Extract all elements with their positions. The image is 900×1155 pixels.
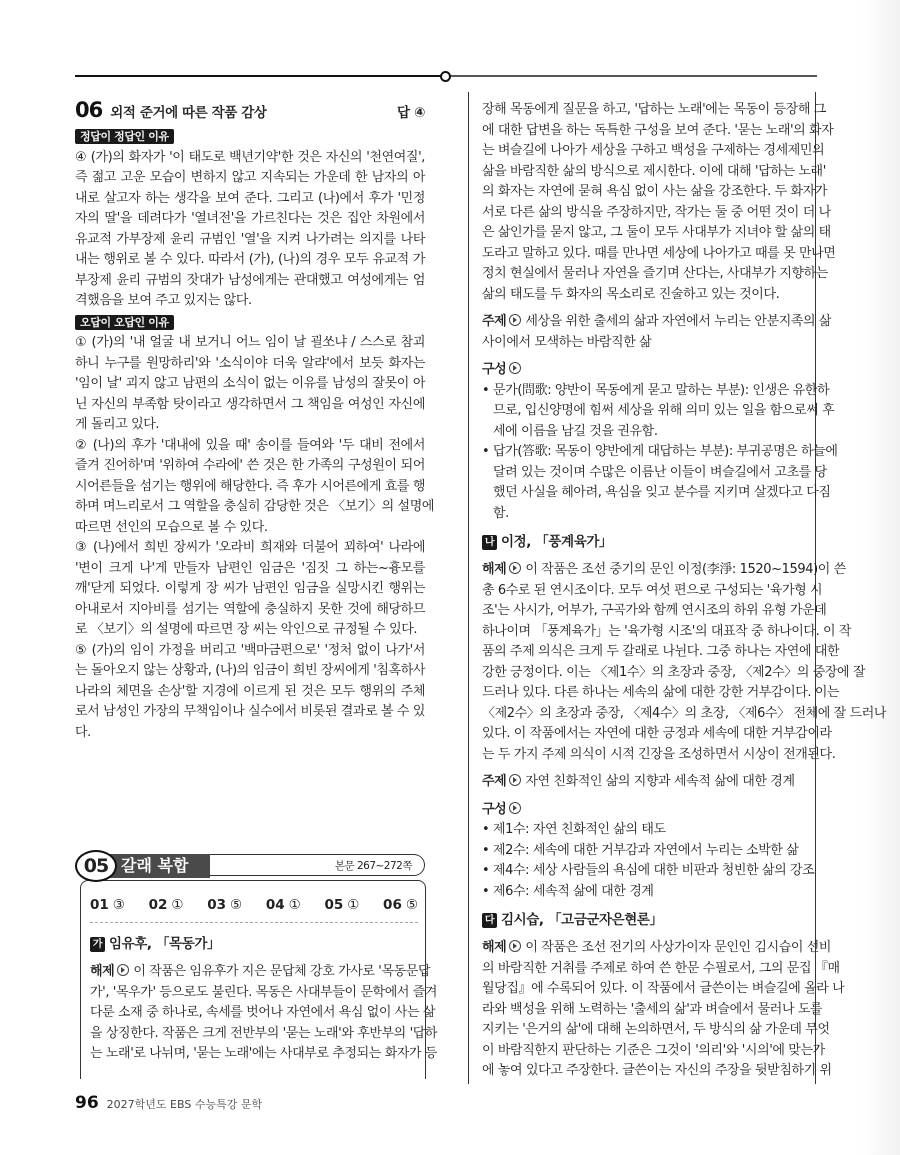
text-line — [482, 683, 840, 704]
line-text: 라와 백성을 위해 노력하는 '출세의 삶'과 벼슬에서 물러나 도를 — [482, 1001, 823, 1017]
header-rule — [75, 75, 445, 77]
line-text: 부장제 윤리 규범의 잣대가 남성에게는 관대했고 여성에게는 엄 — [75, 272, 425, 288]
text-line — [482, 601, 827, 622]
line-text: 내로 살고자 하는 생각을 보여 준다. 그리고 (나)에서 후가 '민정 — [75, 190, 425, 206]
work-na-haeje — [482, 560, 887, 765]
answer-choice: ① — [288, 897, 301, 913]
text-line — [75, 209, 425, 230]
text-line — [482, 959, 840, 980]
text-line — [482, 285, 805, 306]
text-line — [75, 148, 425, 169]
wrong-reason-paragraph — [75, 436, 435, 539]
line-text: • 문가(問歌: 양반이 목동에게 묻고 말하는 부분): 인생은 유한하 — [482, 382, 830, 398]
text-line — [482, 312, 832, 333]
line-text: 자연 친화적인 삶의 지향과 세속적 삶에 대한 경계 — [525, 774, 795, 789]
text-line — [482, 1041, 825, 1062]
page-edge-shadow — [860, 0, 900, 1155]
work-na-juje — [482, 772, 805, 793]
question-number: 06 — [75, 98, 103, 122]
question-title: 외적 준거에 따른 작품 감상 — [110, 105, 267, 121]
text-line — [75, 436, 425, 457]
guseong-item — [482, 442, 838, 524]
wrong-reason-paragraph — [75, 641, 425, 744]
text-line — [75, 395, 425, 416]
text-line — [482, 182, 828, 203]
line-text: 에 대한 답변을 하는 독특한 구성을 보여 준다. '묻는 노래'의 화자 — [482, 122, 834, 138]
work-ga-heading — [90, 933, 418, 955]
answer-question: 04 — [265, 897, 285, 913]
answer-question: 03 — [207, 897, 227, 913]
answer-key — [90, 897, 418, 913]
line-text: 로서 남성인 가장의 무책임이나 실수에서 비롯된 결과로 볼 수 있 — [75, 704, 425, 719]
answer-choice: ① — [171, 897, 184, 913]
line-text: 닌 자신의 부족함 탓이라고 생각하면서 그 책임을 여성인 자신에 — [75, 396, 425, 412]
text-line — [482, 504, 805, 525]
text-line — [90, 1024, 438, 1045]
line-text: 이 작품은 임유후가 지은 문답체 강호 가사로 '목동문답 — [133, 964, 431, 979]
text-line — [482, 772, 805, 793]
text-line — [482, 622, 852, 643]
line-text: ④ (가)의 화자가 '이 태도로 백년기약'한 것은 자신의 '천연여질', — [75, 149, 425, 165]
answer-choice: ⑤ — [230, 897, 243, 913]
work-title: 임유후, 「목동가」 — [109, 936, 221, 952]
line-text: 삶을 바람직한 삶의 방식으로 제시한다. 이에 대해 '답하는 노래' — [482, 163, 826, 179]
text-line — [75, 271, 425, 292]
unit-number: 05 — [75, 850, 117, 882]
line-text: 이 작품은 조선 전기의 사상가이자 문인인 김시습이 선비 — [525, 940, 832, 955]
arrow-circle-icon — [117, 964, 129, 976]
left-column — [75, 98, 435, 743]
section-label: 주제 — [482, 314, 507, 329]
page-number: 96 — [75, 1093, 99, 1113]
text-line — [482, 560, 846, 581]
header-rule-dot — [440, 71, 451, 82]
text-line — [482, 724, 832, 745]
line-text: 따르면 선인의 모습으로 볼 수 있다. — [75, 519, 268, 535]
text-line — [482, 841, 805, 862]
line-text: 은 삶인가를 묻지 않고, 그 둘이 모두 사대부가 지녀야 할 삶의 태 — [482, 225, 831, 240]
line-text: 하니 누구를 원망하리'와 '소식이야 더욱 알랴'에서 보듯 화자는 — [75, 355, 425, 371]
line-text: 시어른들을 섬기는 행위에 해당한다. 즉 후가 시어른에게 효를 행 — [75, 478, 425, 494]
text-line — [482, 442, 838, 463]
line-text: 유교적 가부장제 윤리 규범인 '열'을 지켜 나가려는 의지를 나타 — [75, 231, 425, 247]
answer-item — [207, 897, 242, 913]
line-text: ② (나)의 후가 '대내에 있을 때' 송이를 들여와 '두 대비 전에서 — [75, 437, 425, 453]
arrow-circle-icon — [509, 802, 521, 814]
arrow-circle-icon — [509, 314, 521, 326]
work-da-heading — [482, 909, 805, 931]
answer-question: 06 — [383, 897, 402, 913]
text-line — [482, 333, 805, 354]
line-text: • 답가(答歌: 목동이 양반에게 대답하는 부분): 부귀공명은 하늘에 — [482, 444, 838, 459]
work-ga-haeje-continued — [482, 100, 836, 305]
page-footer — [75, 1093, 262, 1113]
text-line — [482, 223, 831, 244]
answer-choice: ① — [347, 897, 360, 913]
line-text: 아내로서 지아비를 섬기는 역할에 충실하지 못한 것에 해당하므 — [75, 601, 425, 617]
answer-question: 01 — [90, 897, 109, 913]
work-da-haeje — [482, 938, 845, 1082]
line-text: 정치 현실에서 물러나 자연을 즐기며 산다는, 사대부가 지향하는 — [482, 266, 828, 281]
line-text: 품의 주제 의식은 크게 두 갈래로 나뉜다. 그중 하나는 자연에 대한 — [482, 644, 840, 659]
text-line — [75, 702, 425, 723]
question-06-header — [75, 100, 425, 126]
line-text: 을 상징한다. 작품은 크게 전반부의 '묻는 노래'와 후반부의 '답하 — [90, 1025, 438, 1041]
line-text: 는 벼슬길에 나아가 세상을 구하고 백성을 구제하는 경세제민의 — [482, 143, 825, 158]
guseong-item — [482, 381, 835, 443]
line-text: • 제2수: 세속에 대한 거부감과 자연에서 누리는 소박한 삶 — [482, 842, 799, 858]
line-text: 지키는 '은거의 삶'에 대해 논의하면서, 두 방식의 삶 가운데 무엇 — [482, 1022, 830, 1037]
text-line — [482, 100, 826, 121]
work-ga-haeje — [90, 962, 438, 1065]
answer-choice: ⑤ — [405, 897, 418, 913]
text-line — [90, 1044, 438, 1065]
text-line — [75, 250, 425, 271]
text-line — [75, 497, 435, 518]
text-line — [75, 230, 425, 251]
text-line — [75, 189, 425, 210]
text-line — [75, 723, 425, 744]
line-text: 의 바람직한 거취를 주제로 하여 쓴 한문 수필로서, 그의 문집 『매 — [482, 960, 840, 976]
line-text: 로 〈보기〉의 설명에 따르면 장 씨는 악인으로 규정될 수 있다. — [75, 622, 418, 637]
line-text: 다. — [75, 724, 91, 740]
line-text: 즐겨 진어하'며 '위하여 수라에' 쓴 것은 한 가족의 구성원이 되어 — [75, 458, 425, 473]
line-text: ① (가)의 '내 얼굴 내 보거니 어느 임이 날 괼쏘냐 / 스스로 참괴 — [75, 335, 425, 350]
work-marker-da: 다 — [482, 913, 497, 928]
line-text: 게 돌리고 있다. — [75, 417, 160, 432]
line-text: 장해 목동에게 질문을 하고, '답하는 노래'에는 목동이 등장해 그 — [482, 102, 826, 117]
work-marker-na: 나 — [482, 535, 497, 550]
line-text: 〈제2수〉의 초장과 중장, 〈제4수〉의 초장, 〈제6수〉 전체에 잘 드러나 — [482, 705, 887, 721]
text-line — [482, 663, 866, 684]
line-text: 가', '목우가' 등으로도 불린다. 목동은 사대부들이 문학에서 즐겨 — [90, 984, 438, 1000]
text-line — [482, 642, 840, 663]
text-line — [482, 121, 834, 142]
guseong-item — [482, 861, 815, 882]
answer-choice: ③ — [112, 897, 125, 913]
line-text: 격했음을 보여 주고 있지는 않다. — [75, 293, 252, 308]
unit-05-header — [75, 850, 427, 880]
arrow-circle-icon — [509, 940, 521, 952]
line-text: 삶의 태도를 두 화자의 목소리로 진술하고 있는 것이다. — [482, 286, 780, 302]
line-text: 는 두 가지 주제 의식이 시적 긴장을 조성하면서 시상이 전개된다. — [482, 746, 836, 762]
line-text: 자의 딸'을 데려다가 '열녀전'을 가르친다는 것은 집안 차원에서 — [75, 211, 425, 226]
section-label: 주제 — [482, 774, 507, 789]
line-text: 므로, 입신양명에 힘써 세상을 위해 의미 있는 일을 함으로써 후 — [493, 403, 835, 418]
answer-key-divider — [90, 922, 418, 923]
line-text: 강한 긍정이다. 이는 〈제1수〉의 초장과 중장, 〈제2수〉의 중장에 잘 — [482, 664, 866, 680]
line-text: 서로 다른 삶의 방식을 주장하지만, 작가는 둘 중 어떤 것이 더 나 — [482, 204, 831, 220]
text-line — [75, 538, 425, 559]
line-text: 이 바람직한지 판단하는 기준은 그것이 '의리'와 '시의'에 맞는가 — [482, 1042, 825, 1058]
text-line — [482, 861, 815, 882]
text-line — [75, 291, 425, 312]
arrow-circle-icon — [509, 774, 521, 786]
text-line — [482, 938, 832, 959]
text-line — [75, 682, 425, 703]
text-line — [482, 882, 805, 903]
work-na-guseong-label — [482, 800, 805, 821]
text-line — [482, 162, 826, 183]
line-text: 세에 이름을 남길 것을 권유함. — [493, 423, 658, 439]
line-text: 깨'닫게 되었다. 이렇게 장 씨가 남편인 임금을 실망시킨 행위는 — [75, 581, 425, 596]
text-line — [482, 820, 805, 841]
work-ga-juje — [482, 312, 832, 353]
line-text: 했던 사실을 헤아려, 욕심을 잊고 분수를 지키며 살겠다고 다짐 — [493, 485, 831, 500]
text-line — [90, 1003, 436, 1024]
line-text: 는 노래'로 나뉘며, '묻는 노래'에는 사대부로 추정되는 화자가 등 — [90, 1046, 438, 1061]
line-text: 하며 며느리로서 그 역할을 충실히 감당한 것은 〈보기〉의 설명에 — [75, 499, 435, 514]
unit-title: 갈래 복합 — [105, 854, 210, 878]
text-line — [482, 1020, 830, 1041]
answer-item — [324, 897, 359, 913]
answer-item — [266, 897, 301, 913]
text-line — [482, 381, 830, 402]
line-text: 내는 행위로 볼 수 있다. 따라서 (가), (나)의 경우 모두 유교적 가 — [75, 252, 425, 267]
text-line — [482, 1061, 832, 1082]
answer-item — [90, 897, 125, 913]
book-title: 2027학년도 EBS 수능특강 문학 — [106, 1098, 263, 1111]
line-text: 는 돌아오지 않는 상황과, (나)의 임금이 희빈 장씨에게 '침혹하사 — [75, 663, 426, 678]
arrow-circle-icon — [509, 362, 521, 374]
work-title: 김시습, 「고금군자은현론」 — [501, 912, 663, 928]
work-ga-guseong-label — [482, 360, 805, 381]
line-text: '임이 날' 괴지 않고 남편의 소식이 없는 이유를 남성의 잘못이 아 — [75, 376, 425, 391]
answer-item — [383, 897, 418, 913]
section-label: 해제 — [90, 964, 115, 979]
line-text: 나라의 체면을 손상'할 지경에 이르게 된 것은 모두 행위의 주체 — [75, 683, 425, 699]
text-line — [482, 979, 845, 1000]
line-text: 총 6수로 된 연시조이다. 모두 여섯 편으로 구성되는 '육가형 시 — [482, 582, 823, 598]
work-title: 이정, 「풍계육가」 — [501, 534, 613, 550]
wrong-reason-paragraph — [75, 333, 425, 436]
text-line — [75, 518, 425, 539]
answer-question: 05 — [324, 897, 344, 913]
line-text: 드러나 있다. 다른 하나는 세속의 삶에 대한 강한 거부감이다. 이는 — [482, 685, 840, 700]
line-text: 의 화자는 자연에 묻혀 욕심 없이 사는 삶을 강조한다. 두 화자가 — [482, 184, 828, 199]
text-line — [75, 620, 425, 641]
text-line — [482, 422, 805, 443]
line-text: 도라고 말하고 있다. 때를 만나면 세상에 나아가고 때를 못 만나면 — [482, 245, 836, 261]
work-ga-left — [90, 933, 438, 1065]
correct-reason-badge: 정답이 정답인 이유 — [75, 129, 174, 144]
line-text: • 제6수: 세속적 삶에 대한 경계 — [482, 883, 654, 899]
arrow-circle-icon — [509, 562, 521, 574]
text-line — [75, 374, 425, 395]
text-line — [75, 168, 425, 189]
text-line — [482, 141, 825, 162]
line-text: • 제4수: 세상 사람들의 욕심에 대한 비판과 청빈한 삶의 강조 — [482, 863, 815, 878]
text-line — [75, 559, 425, 580]
work-marker-ga: 가 — [90, 937, 105, 952]
guseong-label: 구성 — [482, 362, 507, 377]
line-text: 사이에서 모색하는 바람직한 삶 — [482, 334, 652, 350]
unit-page-ref: 본문 267~272쪽 — [210, 854, 425, 876]
line-text: 함. — [493, 505, 509, 521]
text-line — [90, 983, 438, 1004]
text-line — [75, 661, 425, 682]
text-line — [482, 264, 828, 285]
line-text: 세상을 위한 출세의 삶과 자연에서 누리는 안분지족의 삶 — [525, 314, 832, 329]
answer-item — [149, 897, 184, 913]
text-line — [482, 483, 831, 504]
line-text: • 제1수: 자연 친화적인 삶의 태도 — [482, 822, 666, 837]
line-text: 하나이며 「풍계육가」는 '육가형 시조'의 대표작 중 하나이다. 이 작 — [482, 623, 852, 639]
line-text: 에 놓여 있다고 주장한다. 글쓴이는 자신의 주장을 뒷받침하기 위 — [482, 1063, 832, 1078]
text-line — [482, 745, 836, 766]
guseong-item — [482, 882, 805, 903]
text-line — [75, 477, 425, 498]
text-line — [482, 203, 831, 224]
line-text: ⑤ (가)의 임이 가정을 버리고 '백마금편으로' '정처 없이 나가'서 — [75, 642, 425, 658]
guseong-item — [482, 820, 805, 841]
text-line — [482, 244, 836, 265]
wrong-reason-paragraph — [75, 538, 425, 641]
line-text: 조'는 사시가, 어부가, 구곡가와 함께 연시조의 하위 유형 가운데 — [482, 603, 827, 618]
work-na-heading — [482, 531, 805, 553]
section-label: 해제 — [482, 562, 507, 577]
guseong-item — [482, 841, 805, 862]
text-line — [75, 456, 425, 477]
text-line — [482, 581, 823, 602]
text-line — [482, 463, 827, 484]
text-line — [482, 401, 835, 422]
line-text: 월당집』에 수록되어 있다. 이 작품에서 글쓴이는 벼슬길에 올라 나 — [482, 981, 845, 996]
line-text: 있다. 이 작품에서는 자연에 대한 긍정과 세속에 대한 거부감이라 — [482, 726, 832, 741]
text-line — [75, 415, 425, 436]
line-text: '변이 크게 나'게 만들자 남편인 임금은 '짐짓 그 하는~흉모를 — [75, 560, 425, 576]
correct-reason-paragraph — [75, 148, 425, 312]
header-rule-right — [445, 75, 817, 77]
text-line — [482, 1000, 823, 1021]
wrong-reason-badge: 오답이 오답인 이유 — [75, 315, 174, 330]
answer-question: 02 — [148, 897, 168, 913]
text-line — [90, 962, 431, 983]
guseong-label: 구성 — [482, 801, 507, 817]
line-text: 달려 있는 것이며 수많은 이름난 이들이 벼슬길에서 고초를 당 — [493, 464, 827, 480]
text-line — [75, 641, 425, 662]
line-text: 즉 젊고 고운 모습이 변하지 않고 지속되는 가운데 한 남자의 아 — [75, 170, 425, 185]
line-text: 다룬 소재 중 하나로, 속세를 벗어나 자연에서 욕심 없이 사는 삶 — [90, 1005, 436, 1020]
text-line — [75, 600, 425, 621]
text-line — [75, 354, 425, 375]
section-label: 해제 — [482, 940, 507, 955]
text-line — [75, 333, 425, 354]
text-line — [482, 704, 887, 725]
right-column — [482, 100, 887, 1082]
text-line — [75, 579, 425, 600]
line-text: ③ (나)에서 희빈 장씨가 '오라비 희재와 더불어 꾀하여' 나라에 — [75, 540, 425, 555]
line-text: 이 작품은 조선 중기의 문인 이정(李淨: 1520~1594)이 쓴 — [525, 562, 846, 577]
question-answer: 답 ④ — [397, 105, 425, 121]
